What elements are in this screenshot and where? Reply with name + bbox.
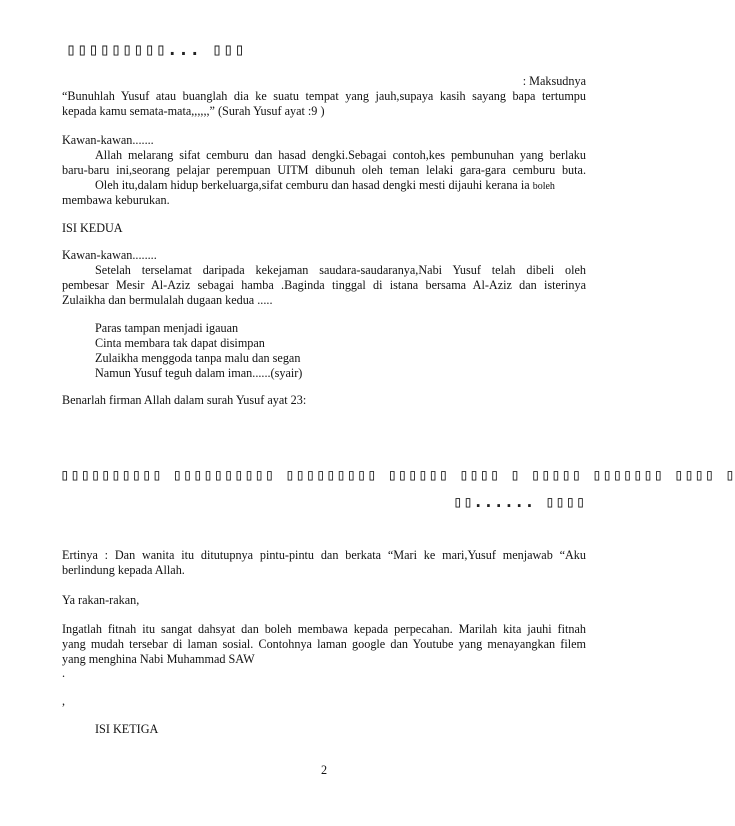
quote-line-1: “Bunuhlah Yusuf atau buanglah dia ke suatu tempat yang jauh,supaya kasih sayang bapa tertumpu (62, 89, 586, 103)
ya-rakan-line: Ya rakan-rakan, (62, 593, 140, 607)
syair-line-4: Namun Yusuf teguh dalam iman......(syair) (95, 366, 303, 380)
arabic-heading: ▯▯▯▯▯▯▯▯▯... ▯▯▯ (66, 40, 246, 60)
kawan-heading-1: Kawan-kawan....... (62, 133, 154, 147)
para1-line-3-main: Oleh itu,dalam hidup berkeluarga,sifat cemburu dan hasad dengki mesti dijauhi kerana ia (95, 178, 530, 192)
maksudnya-label: : Maksudnya (522, 74, 586, 88)
benarlah-line: Benarlah firman Allah dalam surah Yusuf ayat 23: (62, 393, 307, 407)
ertinya-line-1: Ertinya : Dan wanita itu ditutupnya pintu-pintu dan berkata “Mari ke mari,Yusuf menjawab “Aku (62, 548, 586, 562)
arabic-verse-line-2: ▯▯...... ▯▯▯▯ (452, 492, 586, 511)
para2-line-3: Zulaikha dan bermulalah dugaan kedua ..... (62, 293, 273, 307)
para1-line-2: baru-baru ini,seorang pelajar perempuan UITM dibunuh oleh teman lelaki gara-gara cemburu buta. (62, 163, 586, 177)
arabic-verse-line-1: ▯▯▯▯▯▯▯▯▯▯ ▯▯▯▯▯▯▯▯▯▯ ▯▯▯▯▯▯▯▯▯ ▯▯▯▯▯▯ ▯▯▯▯ ▯ ▯▯▯▯▯ ▯▯▯▯▯▯▯ ▯▯▯▯ ▯ (60, 465, 735, 484)
para3-line-2: yang mudah tersebar di laman sosial. Contohnya laman google dan Youtube yang menayangkan filem (62, 637, 586, 651)
quote-line-2: kepada kamu semata-mata,,,,,,” (Surah Yusuf ayat :9 ) (62, 104, 325, 118)
para1-line-4: membawa keburukan. (62, 193, 170, 207)
para1-line-1: Allah melarang sifat cemburu dan hasad dengki.Sebagai contoh,kes pembunuhan yang berlaku (95, 148, 586, 162)
page-number: 2 (320, 763, 328, 777)
dot-line: . (62, 666, 66, 680)
comma-line: , (62, 694, 66, 708)
kawan-heading-2: Kawan-kawan........ (62, 248, 157, 262)
isi-kedua-heading: ISI KEDUA (62, 221, 123, 235)
syair-line-2: Cinta membara tak dapat disimpan (95, 336, 265, 350)
para1-line-3-small: boleh (532, 181, 555, 192)
syair-line-3: Zulaikha menggoda tanpa malu dan segan (95, 351, 301, 365)
ertinya-line-2: berlindung kepada Allah. (62, 563, 185, 577)
para2-line-1: Setelah terselamat daripada kekejaman saudara-saudaranya,Nabi Yusuf telah dibeli oleh (95, 263, 586, 277)
para1-line-3 (95, 178, 586, 194)
para3-line-1: Ingatlah fitnah itu sangat dahsyat dan boleh membawa kepada perpecahan. Marilah kita jauhi fitnah (62, 622, 586, 636)
para3-line-3: yang menghina Nabi Muhammad SAW (62, 652, 255, 666)
syair-line-1: Paras tampan menjadi igauan (95, 321, 239, 335)
isi-ketiga-heading: ISI KETIGA (95, 722, 159, 736)
para2-line-2: pembesar Mesir Al-Aziz sebagai hamba .Baginda tinggal di istana bersama Al-Aziz dan isterinya (62, 278, 586, 292)
